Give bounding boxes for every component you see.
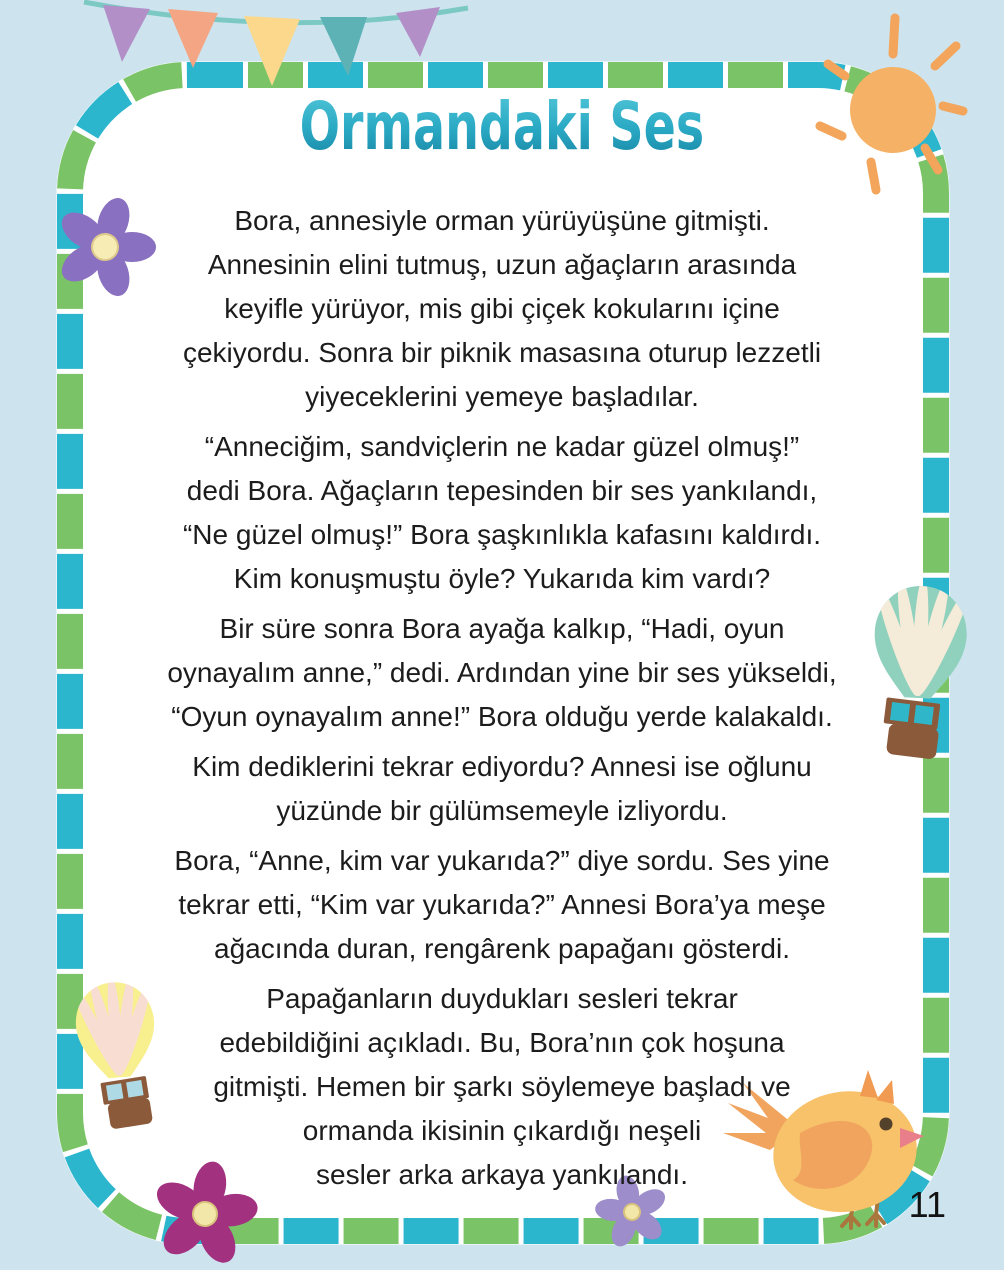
story-paragraph — [111, 839, 893, 971]
story-line: oynayalım anne,” dedi. Ardından yine bir ses yükseldi, — [167, 657, 837, 688]
story-line: “Anneciğim, sandviçlerin ne kadar güzel olmuş!” — [204, 431, 800, 462]
story-line: ormanda ikisinin çıkardığı neşeli — [302, 1115, 702, 1146]
page-title-text: Ormandaki Ses — [300, 86, 705, 168]
story-page — [111, 86, 893, 1203]
story-line: sesler arka arkaya yankılandı. — [316, 1159, 688, 1190]
story-line: keyifle yürüyor, mis gibi çiçek kokularını içine — [224, 293, 780, 324]
story-line: yüzünde bir gülümsemeyle izliyordu. — [276, 795, 728, 826]
story-paragraph — [111, 745, 893, 833]
story-line: “Oyun oynayalım anne!” Bora olduğu yerde kalakaldı. — [171, 701, 833, 732]
story-line: Bora, “Anne, kim var yukarıda?” diye sordu. Ses yine — [174, 845, 830, 876]
story-line: çekiyordu. Sonra bir piknik masasına oturup lezzetli — [182, 337, 822, 368]
story-paragraph — [111, 199, 893, 419]
story-line: Kim dediklerini tekrar ediyordu? Annesi ise oğlunu — [192, 751, 812, 782]
story-line: edebildiğini açıkladı. Bu, Bora’nın çok hoşuna — [219, 1027, 785, 1058]
story-paragraph — [111, 977, 893, 1197]
page-title — [111, 86, 893, 179]
story-paragraph — [111, 607, 893, 739]
story-paragraph — [111, 425, 893, 601]
story-line: “Ne güzel olmuş!” Bora şaşkınlıkla kafasını kaldırdı. — [182, 519, 822, 550]
story-line: Bir süre sonra Bora ayağa kalkıp, “Hadi, oyun — [219, 613, 785, 644]
story-line: gitmişti. Hemen bir şarkı söylemeye başladı ve — [213, 1071, 791, 1102]
page-number: 11 — [908, 1184, 946, 1225]
story-line: Annesinin elini tutmuş, uzun ağaçların arasında — [207, 249, 797, 280]
story-line: Kim konuşmuştu öyle? Yukarıda kim vardı? — [233, 563, 771, 594]
story-line: ağacında duran, rengârenk papağanı gösterdi. — [214, 933, 790, 964]
story-line: dedi Bora. Ağaçların tepesinden bir ses yankılandı, — [186, 475, 818, 506]
story-line: Bora, annesiyle orman yürüyüşüne gitmişti. — [234, 205, 770, 236]
story-line: yiyeceklerini yemeye başladılar. — [305, 381, 699, 412]
story-line: Papağanların duydukları sesleri tekrar — [266, 983, 738, 1014]
story-line: tekrar etti, “Kim var yukarıda?” Annesi Bora’ya meşe — [178, 889, 826, 920]
